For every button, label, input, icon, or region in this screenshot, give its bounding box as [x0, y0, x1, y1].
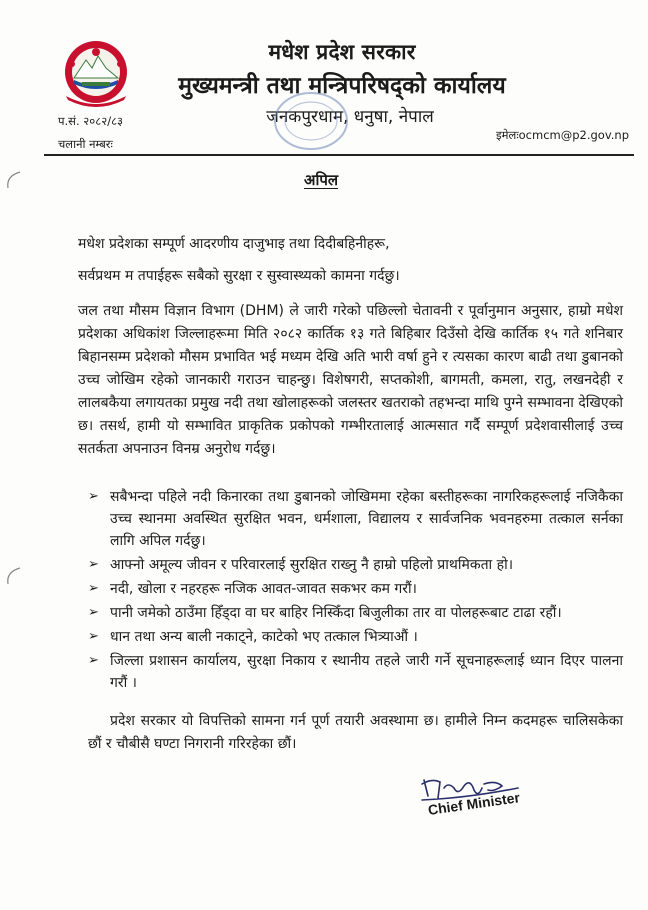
government-name: मधेश प्रदेश सरकार — [268, 40, 416, 64]
list-item-text: पानी जमेको ठाउँमा हिँड्दा वा घर बाहिर निस्किँदा बिजुलीका तार वा पोलहरूबाट टाढा रहौं। — [110, 605, 562, 621]
header-divider — [44, 154, 634, 156]
signatory-title: Chief Minister — [426, 789, 521, 818]
salutation: मधेश प्रदेशका सम्पूर्ण आदरणीय दाजुभाइ तथा दिदीबहिनीहरू, — [78, 236, 390, 252]
nepal-emblem-icon — [58, 38, 134, 110]
appeal-list — [88, 486, 623, 696]
list-item — [88, 650, 623, 694]
list-item-text: जिल्ला प्रशासन कार्यालय, सुरक्षा निकाय र स्थानीय तहले जारी गर्ने सूचनाहरूलाई ध्यान दिएर पालना गरौं । — [110, 653, 623, 691]
closing-paragraph: प्रदेश सरकार यो विपत्तिको सामना गर्न पूर्ण तयारी अवस्थामा छ। हामीले निम्न कदमहरू चालिसकेका छौं र चौबीसै घण्टा निगरानी गरिरहेका छौं। — [88, 713, 623, 752]
list-item-text: नदी, खोला र नहरहरू नजिक आवत-जावत सकभर कम गरौं। — [110, 581, 417, 597]
list-item — [88, 486, 623, 552]
list-item-text: धान तथा अन्य बाली नकाट्ने, काटेको भए तत्काल भित्र्याऔं । — [110, 629, 418, 645]
arrow-bullet-icon: ➢ — [88, 653, 99, 668]
list-item — [88, 626, 623, 648]
dispatch-number: चलानी नम्बरः — [58, 137, 113, 151]
arrow-bullet-icon: ➢ — [88, 605, 99, 620]
office-name: मुख्यमन्त्री तथा मन्त्रिपरिषद्को कार्यालय — [178, 73, 506, 99]
arrow-bullet-icon: ➢ — [88, 629, 99, 644]
reference-number: प.सं. २०८२/८३ — [58, 114, 124, 128]
body-paragraph: जल तथा मौसम विज्ञान विभाग (DHM) ले जारी गरेको पछिल्लो चेतावनी र पूर्वानुमान अनुसार, हाम्रो मधेश प्रदेशका अधिकांश जिल्लाहरूमा मिति २०८२ कार्तिक १३ गते बिहिबार दिउँसो देखि कार्तिक १५ गते शनिबार बिहानसम्म प्रदेशको मौसम प्रभावित भई मध्यम देखि अति भारी वर्षा हुने र त्यसका कारण बाढी तथा डुबानको उच्च जोखिम रहेको जानकारी गराउन चाहन्छु। विशेषगरी, सप्तकोशी, बागमती, कमला, रातु, लखनदेही र लालबकैया लगायतका प्रमुख नदी तथा खोलाहरूको जलस्तर खतराको तहभन्दा माथि पुग्ने सम्भावना देखिएको छ। तसर्थ, हामी यो सम्भावित प्राकृतिक प्रकोपको गम्भीरतालाई आत्मसात गर्दै सम्पूर्ण प्रदेशवासीलाई उच्च सतर्कता अपनाउन विनम्र अनुरोध गर्दछु। — [78, 303, 623, 457]
greeting: सर्वप्रथम म तपाईहरू सबैको सुरक्षा र सुस्वास्थ्यको कामना गर्दछु। — [78, 268, 400, 284]
arrow-bullet-icon: ➢ — [88, 581, 99, 596]
list-item-text: सबैभन्दा पहिले नदी किनारका तथा डुबानको जोखिममा रहेका बस्तीहरूका नागरिकहरूलाई नजिकैका उच्च स्थानमा अवस्थित सुरक्षित भवन, धर्मशाला, विद्यालय र सार्वजनिक भवनहरुमा तत्काल सर्नका लागि अपिल गर्दछु। — [110, 489, 623, 549]
arrow-bullet-icon: ➢ — [88, 489, 99, 504]
office-stamp-icon — [272, 90, 350, 152]
list-item — [88, 554, 623, 576]
office-email[interactable]: इमेलःocmcm@p2.gov.np — [496, 128, 629, 142]
list-item-text: आफ्नो अमूल्य जीवन र परिवारलाई सुरक्षित राख्नु नै हाम्रो पहिलो प्राथमिकता हो। — [110, 557, 513, 573]
hole-punch-mark-icon — [4, 170, 22, 190]
notice-title: अपिल — [304, 171, 339, 189]
list-item — [88, 578, 623, 600]
hole-punch-mark-icon — [4, 566, 22, 586]
office-address: जनकपुरधाम, धनुषा, नेपाल — [266, 107, 434, 127]
list-item — [88, 602, 623, 624]
arrow-bullet-icon: ➢ — [88, 557, 99, 572]
